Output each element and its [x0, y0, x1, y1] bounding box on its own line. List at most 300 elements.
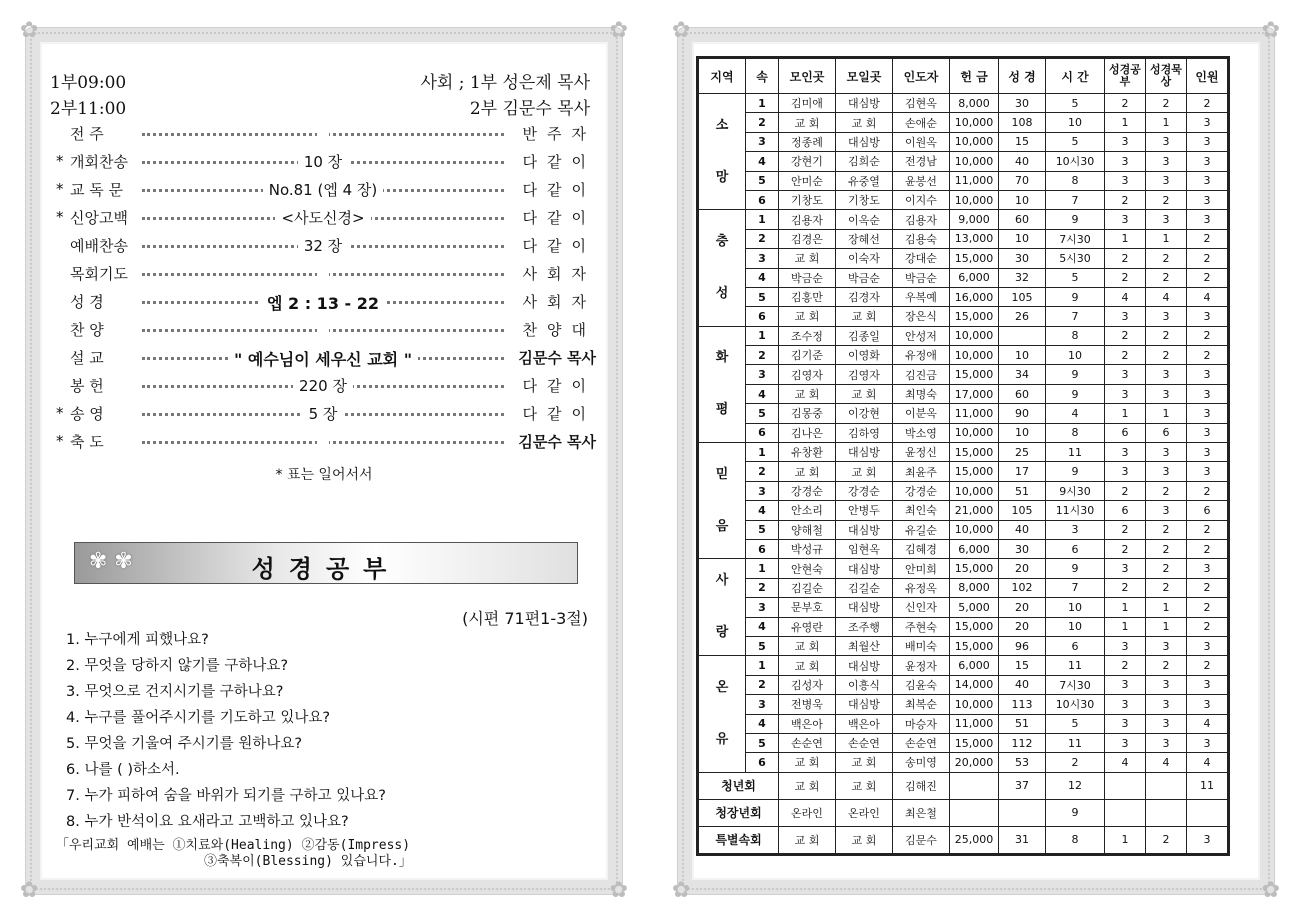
table-cell: 15,000 [950, 249, 999, 268]
table-cell: 10시30 [1046, 695, 1105, 714]
table-cell: 15,000 [950, 636, 999, 655]
table-row [699, 617, 1228, 636]
table-cell: 6 [1046, 539, 1105, 558]
standing-mark: * [56, 432, 64, 450]
table-cell: 교 회 [836, 307, 893, 326]
table-cell: 2 [1187, 481, 1228, 500]
table-cell: 5 [1046, 268, 1105, 287]
table-cell: 9 [1046, 559, 1105, 578]
table-row [699, 481, 1228, 500]
table-cell: 3 [1187, 113, 1228, 132]
table-cell: 안미희 [893, 559, 950, 578]
flower-icon: ✿ [20, 878, 39, 903]
table-cell: 김경자 [836, 287, 893, 306]
table-cell: 5시30 [1046, 249, 1105, 268]
table-cell: 이숙자 [836, 249, 893, 268]
order-item-detail [142, 375, 504, 395]
table-cell: 손애순 [893, 113, 950, 132]
table-cell: 박금순 [836, 268, 893, 287]
table-cell: 9,000 [950, 210, 999, 229]
table-cell: 4 [1187, 714, 1228, 733]
group-number-cell: 6 [746, 190, 779, 209]
study-question: 2. 무엇을 당하지 않기를 구하나요? [66, 658, 289, 674]
table-cell: 3 [1046, 520, 1105, 539]
bible-study-banner [74, 542, 578, 584]
table-cell: 2 [1187, 229, 1228, 248]
group-number-cell: 4 [746, 152, 779, 171]
table-cell: 6,000 [950, 539, 999, 558]
table-cell: 1 [1146, 617, 1187, 636]
table-cell [1105, 799, 1146, 826]
table-cell: 김현옥 [893, 94, 950, 113]
table-cell: 3 [1146, 210, 1187, 229]
table-cell: 배미숙 [893, 636, 950, 655]
table-cell: 11시30 [1046, 501, 1105, 520]
table-cell [999, 326, 1046, 345]
table-cell: 최명숙 [893, 384, 950, 403]
table-row [699, 656, 1228, 675]
group-number-cell: 6 [746, 753, 779, 772]
bible-study-title: 성경공부 [251, 555, 401, 583]
table-cell: 김혜경 [893, 539, 950, 558]
table-cell: 2 [1187, 656, 1228, 675]
region-cell: 온 유 [699, 656, 746, 772]
table-cell: 교 회 [779, 656, 836, 675]
table-cell: 8,000 [950, 94, 999, 113]
daisy-icon: ✾ ✾ [89, 549, 133, 574]
table-cell: 1 [1105, 826, 1146, 853]
group-number-cell: 4 [746, 268, 779, 287]
worship-order-item [56, 204, 596, 230]
order-item-name: 송 영 [70, 404, 104, 423]
order-item-detail [142, 319, 504, 339]
table-cell: 3 [1146, 675, 1187, 694]
table-cell: 3 [1187, 171, 1228, 190]
worship-order-item [56, 316, 596, 342]
flower-icon: ✿ [609, 18, 628, 43]
table-cell: 3 [1146, 714, 1187, 733]
table-cell: 11,000 [950, 171, 999, 190]
order-item-name: 예배찬송 [70, 236, 128, 255]
table-cell: 2 [1105, 578, 1146, 597]
table-cell: 102 [999, 578, 1046, 597]
region-cell: 사 랑 [699, 559, 746, 656]
group-number-cell: 3 [746, 132, 779, 151]
group-number-cell: 1 [746, 656, 779, 675]
table-cell: 1 [1105, 229, 1146, 248]
table-header-row [699, 59, 1228, 94]
table-cell: 2 [1146, 578, 1187, 597]
group-number-cell: 3 [746, 481, 779, 500]
table-cell: 15 [999, 656, 1046, 675]
table-cell: 2 [1146, 94, 1187, 113]
group-number-cell: 2 [746, 229, 779, 248]
table-cell: 40 [999, 520, 1046, 539]
col-header: 헌 금 [950, 59, 999, 94]
table-cell: 10시30 [1046, 152, 1105, 171]
table-cell: 대심방 [836, 695, 893, 714]
group-number-cell: 3 [746, 598, 779, 617]
group-number-cell: 5 [746, 404, 779, 423]
table-cell: 최인숙 [893, 501, 950, 520]
flower-icon: ✿ [1261, 878, 1280, 903]
group-number-cell: 4 [746, 714, 779, 733]
table-cell: 30 [999, 539, 1046, 558]
table-cell: 최은철 [893, 799, 950, 826]
table-cell: 2 [1146, 520, 1187, 539]
table-cell: 10 [999, 229, 1046, 248]
table-cell: 교 회 [779, 826, 836, 853]
table-cell: 교 회 [836, 384, 893, 403]
table-cell: 3 [1105, 443, 1146, 462]
table-cell: 3 [1146, 501, 1187, 520]
table-cell: 유중열 [836, 171, 893, 190]
table-cell: 15,000 [950, 307, 999, 326]
table-cell: 김경은 [779, 229, 836, 248]
table-cell: 김문수 [893, 826, 950, 853]
small-group-table [698, 58, 1228, 854]
table-cell: 3 [1146, 733, 1187, 752]
group-number-cell: 3 [746, 695, 779, 714]
table-cell: 2 [1105, 539, 1146, 558]
table-cell: 조주행 [836, 617, 893, 636]
table-cell: 2 [1146, 826, 1187, 853]
table-cell: 1 [1146, 113, 1187, 132]
table-cell: 김몽중 [779, 404, 836, 423]
table-cell: 유정애 [893, 346, 950, 365]
service-time-2: 2부11:00 [50, 99, 127, 119]
table-cell: 양해철 [779, 520, 836, 539]
flower-icon: ✿ [609, 878, 628, 903]
table-cell: 3 [1146, 384, 1187, 403]
worship-order-item [56, 344, 596, 370]
table-cell: 김하영 [836, 423, 893, 442]
table-cell: 4 [1187, 287, 1228, 306]
table-cell: 53 [999, 753, 1046, 772]
bulletin-left-page [20, 18, 628, 903]
table-row [699, 365, 1228, 384]
table-cell: 2 [1105, 656, 1146, 675]
table-cell: 2 [1187, 539, 1228, 558]
table-cell: 2 [1146, 559, 1187, 578]
table-cell: 20 [999, 617, 1046, 636]
table-cell [950, 772, 999, 799]
special-group-cell: 청장년회 [699, 799, 779, 826]
col-header: 성경묵상 [1146, 59, 1187, 94]
table-row [699, 578, 1228, 597]
col-header: 모일곳 [836, 59, 893, 94]
table-cell: 김용숙 [893, 229, 950, 248]
table-cell: 25,000 [950, 826, 999, 853]
worship-order-item [56, 372, 596, 398]
order-item-detail-text [317, 319, 329, 337]
table-cell: 윤정자 [893, 656, 950, 675]
table-cell: 김용자 [779, 210, 836, 229]
group-number-cell: 1 [746, 210, 779, 229]
table-row [699, 423, 1228, 442]
table-cell: 강경순 [836, 481, 893, 500]
table-cell: 백은아 [779, 714, 836, 733]
worship-order-item [56, 288, 596, 314]
group-number-cell: 5 [746, 287, 779, 306]
table-cell: 3 [1105, 365, 1146, 384]
table-cell: 2 [1105, 326, 1146, 345]
table-cell: 1 [1146, 229, 1187, 248]
order-item-detail-text [317, 431, 329, 449]
table-cell: 2 [1146, 539, 1187, 558]
group-number-cell: 5 [746, 636, 779, 655]
table-cell [999, 799, 1046, 826]
table-cell: 10,000 [950, 113, 999, 132]
table-cell: 11,000 [950, 404, 999, 423]
order-item-leader: 다같이 [522, 376, 596, 395]
table-cell: 유창환 [779, 443, 836, 462]
table-cell: 34 [999, 365, 1046, 384]
table-cell: 최복순 [893, 695, 950, 714]
presider-2: 2부 김문수 목사 [469, 99, 590, 119]
table-cell: 105 [999, 501, 1046, 520]
table-cell: 11,000 [950, 714, 999, 733]
order-item-detail [142, 347, 504, 367]
table-cell: 기창도 [779, 190, 836, 209]
church-motto-line-2: ③축복이(Blessing) 있습니다.」 [204, 854, 412, 869]
order-item-name: 교 독 문 [70, 180, 124, 199]
table-cell: 김윤숙 [893, 675, 950, 694]
table-cell: 교 회 [779, 113, 836, 132]
table-cell: 이원옥 [893, 132, 950, 151]
study-question: 3. 무엇으로 건지시기를 구하나요? [66, 684, 284, 700]
worship-order-item [56, 176, 596, 202]
table-cell: 이분옥 [893, 404, 950, 423]
table-cell: 3 [1105, 636, 1146, 655]
table-row [699, 636, 1228, 655]
table-cell: 김해진 [893, 772, 950, 799]
group-number-cell: 2 [746, 462, 779, 481]
table-cell: 20 [999, 559, 1046, 578]
order-item-name: 봉 헌 [70, 376, 104, 395]
order-item-detail [142, 263, 504, 283]
table-cell: 16,000 [950, 287, 999, 306]
flower-icon: ✿ [20, 18, 39, 43]
group-number-cell: 4 [746, 501, 779, 520]
group-number-cell: 6 [746, 307, 779, 326]
worship-order-item [56, 428, 596, 454]
group-number-cell: 6 [746, 423, 779, 442]
group-number-cell: 1 [746, 326, 779, 345]
table-cell: 교 회 [779, 462, 836, 481]
table-cell: 2 [1187, 617, 1228, 636]
col-header: 시 간 [1046, 59, 1105, 94]
table-row [699, 94, 1228, 113]
table-cell: 4 [1146, 287, 1187, 306]
table-cell: 유영란 [779, 617, 836, 636]
worship-order-item [56, 232, 596, 258]
table-cell: 5 [1046, 132, 1105, 151]
order-item-detail [142, 431, 504, 451]
table-cell: 2 [1105, 94, 1146, 113]
order-item-detail-text [317, 263, 329, 281]
table-cell: 70 [999, 171, 1046, 190]
table-cell: 김진금 [893, 365, 950, 384]
table-cell: 김희순 [836, 152, 893, 171]
region-cell: 믿 음 [699, 443, 746, 559]
table-cell: 김성자 [779, 675, 836, 694]
table-cell: 3 [1187, 675, 1228, 694]
table-cell: 교 회 [779, 772, 836, 799]
table-cell: 10,000 [950, 695, 999, 714]
group-number-cell: 2 [746, 578, 779, 597]
table-cell: 10 [1046, 113, 1105, 132]
table-cell: 10,000 [950, 326, 999, 345]
table-body [699, 94, 1228, 854]
table-cell: 11 [1046, 733, 1105, 752]
table-cell: 3 [1146, 695, 1187, 714]
table-cell: 12 [1046, 772, 1105, 799]
table-cell: 교 회 [836, 753, 893, 772]
table-cell: 15,000 [950, 365, 999, 384]
table-cell: 14,000 [950, 675, 999, 694]
table-cell: 7 [1046, 190, 1105, 209]
table-cell: 3 [1146, 365, 1187, 384]
table-cell: 4 [1046, 404, 1105, 423]
table-cell: 3 [1187, 559, 1228, 578]
table-cell: 4 [1187, 753, 1228, 772]
table-cell: 7 [1046, 578, 1105, 597]
table-cell: 3 [1187, 443, 1228, 462]
table-cell: 51 [999, 714, 1046, 733]
table-cell: 15,000 [950, 462, 999, 481]
order-item-detail [142, 403, 504, 423]
table-cell: 온라인 [836, 799, 893, 826]
table-row [699, 384, 1228, 403]
table-row [699, 826, 1228, 853]
table-cell: 이지수 [893, 190, 950, 209]
table-cell: 손순연 [893, 733, 950, 752]
table-cell: 문부호 [779, 598, 836, 617]
table-cell: 3 [1187, 190, 1228, 209]
flower-icon: ✿ [672, 878, 691, 903]
table-row [699, 462, 1228, 481]
table-cell: 7시30 [1046, 229, 1105, 248]
table-cell: 이영화 [836, 346, 893, 365]
table-cell: 8 [1046, 326, 1105, 345]
table-row [699, 268, 1228, 287]
table-cell: 2 [1187, 598, 1228, 617]
table-row [699, 210, 1228, 229]
table-cell: 6,000 [950, 656, 999, 675]
table-cell: 96 [999, 636, 1046, 655]
study-question: 6. 나를 ( )하소서. [66, 762, 180, 778]
table-cell: 10,000 [950, 423, 999, 442]
table-cell: 손순연 [836, 733, 893, 752]
table-cell: 3 [1146, 171, 1187, 190]
table-cell: 11 [1187, 772, 1228, 799]
table-cell: 전경남 [893, 152, 950, 171]
table-cell: 3 [1146, 307, 1187, 326]
table-cell: 3 [1146, 462, 1187, 481]
table-cell: 3 [1187, 423, 1228, 442]
standing-mark: * [56, 208, 64, 226]
table-cell: 2 [1046, 753, 1105, 772]
table-cell: 3 [1187, 365, 1228, 384]
table-cell: 안미순 [779, 171, 836, 190]
table-cell: 2 [1187, 578, 1228, 597]
table-cell: 15 [999, 132, 1046, 151]
table-cell: 김미애 [779, 94, 836, 113]
table-cell: 윤정신 [893, 443, 950, 462]
table-cell: 10 [999, 346, 1046, 365]
table-cell: 2 [1105, 190, 1146, 209]
region-cell: 충 성 [699, 210, 746, 326]
order-item-detail-text [317, 123, 329, 141]
table-cell: 3 [1105, 152, 1146, 171]
table-cell: 3 [1105, 559, 1146, 578]
order-item-leader: 반주자 [522, 124, 596, 143]
table-row [699, 753, 1228, 772]
table-row [699, 346, 1228, 365]
order-item-name: 성 경 [70, 292, 104, 311]
table-cell: 김길순 [779, 578, 836, 597]
table-cell: 2 [1146, 656, 1187, 675]
study-question: 5. 무엇을 기울여 주시기를 원하나요? [66, 736, 303, 752]
group-number-cell: 5 [746, 520, 779, 539]
table-cell [1146, 772, 1187, 799]
table-cell: 9시30 [1046, 481, 1105, 500]
col-header: 성경공부 [1105, 59, 1146, 94]
table-cell: 대심방 [836, 598, 893, 617]
table-cell: 2 [1187, 94, 1228, 113]
order-item-name: 목회기도 [70, 264, 128, 283]
table-cell: 강현기 [779, 152, 836, 171]
table-cell: 8 [1046, 826, 1105, 853]
order-item-name: 설 교 [70, 348, 104, 367]
table-cell: 장은식 [893, 307, 950, 326]
order-item-name: 개회찬송 [70, 152, 128, 171]
col-header: 모인곳 [779, 59, 836, 94]
table-row [699, 675, 1228, 694]
table-cell: 30 [999, 249, 1046, 268]
table-cell: 112 [999, 733, 1046, 752]
study-question: 7. 누가 피하여 숨을 바위가 되기를 구하고 있나요? [66, 788, 386, 804]
table-row [699, 326, 1228, 345]
table-row [699, 799, 1228, 826]
group-number-cell: 1 [746, 443, 779, 462]
order-item-detail-text: 엡 2 : 13 - 22 [261, 294, 385, 313]
table-cell: 2 [1146, 249, 1187, 268]
table-cell: 윤봉선 [893, 171, 950, 190]
table-row [699, 287, 1228, 306]
table-cell: 대심방 [836, 656, 893, 675]
group-number-cell: 5 [746, 733, 779, 752]
table-cell [1105, 772, 1146, 799]
table-cell: 3 [1105, 733, 1146, 752]
table-cell: 5 [1046, 94, 1105, 113]
table-cell: 3 [1187, 210, 1228, 229]
table-cell: 교 회 [779, 636, 836, 655]
table-cell [950, 799, 999, 826]
table-cell: 2 [1187, 520, 1228, 539]
table-cell: 대심방 [836, 443, 893, 462]
table-row [699, 501, 1228, 520]
col-header: 성 경 [999, 59, 1046, 94]
table-cell: 3 [1187, 636, 1228, 655]
table-cell: 3 [1105, 675, 1146, 694]
table-cell: 3 [1187, 733, 1228, 752]
table-cell: 51 [999, 481, 1046, 500]
group-number-cell: 4 [746, 617, 779, 636]
table-cell: 10,000 [950, 481, 999, 500]
order-item-detail-text: 32 장 [298, 237, 348, 255]
